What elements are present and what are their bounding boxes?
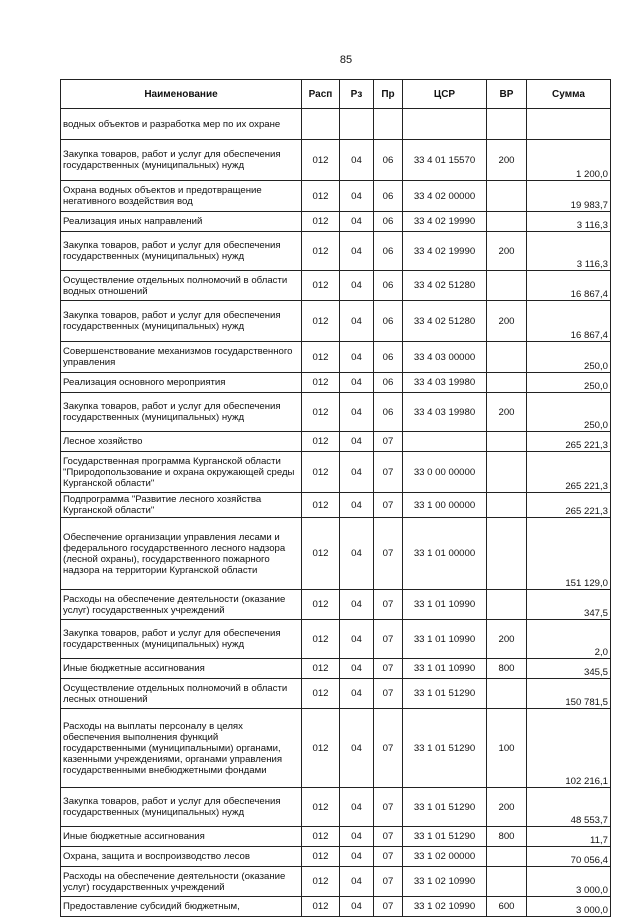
- cell-pr: 07: [374, 432, 403, 452]
- cell-rz: 04: [340, 452, 374, 493]
- table-row: [61, 342, 611, 373]
- cell-csr: [403, 432, 487, 452]
- cell-vr: [487, 181, 527, 212]
- cell-csr: 33 1 01 51290: [403, 788, 487, 827]
- table-row: [61, 620, 611, 659]
- cell-pr: 06: [374, 301, 403, 342]
- cell-csr: 33 1 00 00000: [403, 493, 487, 518]
- cell-name: Осуществление отдельных полномочий в области лесных отношений: [61, 679, 302, 709]
- cell-rz: 04: [340, 679, 374, 709]
- table-row: [61, 373, 611, 393]
- cell-rasp: 012: [302, 301, 340, 342]
- cell-csr: 33 0 00 00000: [403, 452, 487, 493]
- cell-rz: 04: [340, 788, 374, 827]
- cell-vr: [487, 493, 527, 518]
- cell-vr: 200: [487, 788, 527, 827]
- cell-sum: 250,0: [527, 342, 611, 373]
- cell-rasp: 012: [302, 590, 340, 620]
- cell-sum: 3 000,0: [527, 897, 611, 917]
- cell-name: Реализация основного мероприятия: [61, 373, 302, 393]
- cell-pr: 07: [374, 452, 403, 493]
- cell-rz: 04: [340, 590, 374, 620]
- cell-rasp: 012: [302, 897, 340, 917]
- cell-pr: 07: [374, 493, 403, 518]
- cell-pr: 07: [374, 867, 403, 897]
- cell-sum: 151 129,0: [527, 518, 611, 590]
- cell-csr: 33 1 02 00000: [403, 847, 487, 867]
- table-row: [61, 493, 611, 518]
- cell-rasp: 012: [302, 432, 340, 452]
- cell-rasp: 012: [302, 518, 340, 590]
- cell-pr: 07: [374, 827, 403, 847]
- cell-name: Закупка товаров, работ и услуг для обеспечения государственных (муниципальных) нужд: [61, 140, 302, 181]
- cell-rasp: 012: [302, 659, 340, 679]
- table-row: [61, 181, 611, 212]
- cell-pr: 07: [374, 679, 403, 709]
- cell-rz: 04: [340, 232, 374, 271]
- cell-vr: [487, 271, 527, 301]
- table-row: [61, 709, 611, 788]
- cell-rasp: 012: [302, 181, 340, 212]
- cell-vr: [487, 590, 527, 620]
- table-row: [61, 659, 611, 679]
- cell-rasp: 012: [302, 393, 340, 432]
- cell-vr: 800: [487, 659, 527, 679]
- cell-pr: 07: [374, 897, 403, 917]
- cell-name: Предоставление субсидий бюджетным,: [61, 897, 302, 917]
- cell-pr: 07: [374, 518, 403, 590]
- cell-rz: 04: [340, 212, 374, 232]
- cell-rasp: 012: [302, 679, 340, 709]
- cell-vr: 200: [487, 393, 527, 432]
- cell-vr: [487, 679, 527, 709]
- cell-rasp: 012: [302, 788, 340, 827]
- cell-pr: 07: [374, 847, 403, 867]
- cell-rz: 04: [340, 518, 374, 590]
- cell-csr: 33 4 02 51280: [403, 271, 487, 301]
- cell-name: Расходы на обеспечение деятельности (оказание услуг) государственных учреждений: [61, 590, 302, 620]
- cell-vr: 600: [487, 897, 527, 917]
- cell-rz: [340, 109, 374, 140]
- cell-name: Закупка товаров, работ и услуг для обеспечения государственных (муниципальных) нужд: [61, 788, 302, 827]
- cell-sum: 11,7: [527, 827, 611, 847]
- cell-csr: 33 4 03 00000: [403, 342, 487, 373]
- table-row: [61, 827, 611, 847]
- cell-rz: 04: [340, 867, 374, 897]
- cell-rasp: 012: [302, 232, 340, 271]
- cell-rasp: 012: [302, 493, 340, 518]
- table-row: [61, 679, 611, 709]
- cell-rasp: 012: [302, 452, 340, 493]
- cell-vr: [487, 373, 527, 393]
- cell-csr: 33 4 02 19990: [403, 212, 487, 232]
- cell-rz: 04: [340, 271, 374, 301]
- cell-csr: 33 4 02 19990: [403, 232, 487, 271]
- cell-pr: 07: [374, 788, 403, 827]
- cell-pr: 06: [374, 181, 403, 212]
- cell-rz: 04: [340, 827, 374, 847]
- table-row: [61, 788, 611, 827]
- cell-csr: 33 4 03 19980: [403, 393, 487, 432]
- cell-rz: 04: [340, 709, 374, 788]
- cell-rasp: 012: [302, 867, 340, 897]
- cell-name: Охрана, защита и воспроизводство лесов: [61, 847, 302, 867]
- cell-vr: [487, 212, 527, 232]
- cell-name: Закупка товаров, работ и услуг для обеспечения государственных (муниципальных) нужд: [61, 393, 302, 432]
- cell-csr: 33 1 02 10990: [403, 897, 487, 917]
- cell-name: водных объектов и разработка мер по их охране: [61, 109, 302, 140]
- cell-rz: 04: [340, 432, 374, 452]
- cell-rasp: 012: [302, 271, 340, 301]
- cell-vr: [487, 452, 527, 493]
- cell-sum: 3 000,0: [527, 867, 611, 897]
- cell-csr: 33 1 01 10990: [403, 659, 487, 679]
- cell-sum: 3 116,3: [527, 232, 611, 271]
- cell-csr: 33 1 01 10990: [403, 590, 487, 620]
- table-row: [61, 590, 611, 620]
- cell-vr: [487, 518, 527, 590]
- cell-pr: 06: [374, 140, 403, 181]
- table-row: [61, 452, 611, 493]
- cell-rz: 04: [340, 847, 374, 867]
- cell-rz: 04: [340, 373, 374, 393]
- cell-pr: 06: [374, 373, 403, 393]
- header-rz: Рз: [340, 80, 374, 109]
- cell-name: Расходы на выплаты персоналу в целях обеспечения выполнения функций государственными (муниципальными) органами, казенными учреждениями, органами управления государственными внебюджетными фондами: [61, 709, 302, 788]
- cell-vr: 200: [487, 140, 527, 181]
- cell-sum: 16 867,4: [527, 301, 611, 342]
- cell-rz: 04: [340, 659, 374, 679]
- header-row: [61, 80, 611, 109]
- cell-rasp: 012: [302, 373, 340, 393]
- cell-csr: 33 1 01 51290: [403, 827, 487, 847]
- table-row: [61, 212, 611, 232]
- cell-name: Закупка товаров, работ и услуг для обеспечения государственных (муниципальных) нужд: [61, 620, 302, 659]
- cell-name: Закупка товаров, работ и услуг для обеспечения государственных (муниципальных) нужд: [61, 232, 302, 271]
- cell-sum: 250,0: [527, 373, 611, 393]
- cell-pr: 07: [374, 620, 403, 659]
- cell-vr: [487, 432, 527, 452]
- cell-name: Осуществление отдельных полномочий в области водных отношений: [61, 271, 302, 301]
- cell-name: Совершенствование механизмов государственного управления: [61, 342, 302, 373]
- cell-name: Обеспечение организации управления лесами и федерального государственного лесного надзора (лесной охраны), государственного пожарного надзора на территории Курганской области: [61, 518, 302, 590]
- cell-vr: 100: [487, 709, 527, 788]
- header-csr: ЦСР: [403, 80, 487, 109]
- cell-pr: 06: [374, 212, 403, 232]
- cell-sum: 3 116,3: [527, 212, 611, 232]
- cell-pr: 07: [374, 709, 403, 788]
- cell-pr: 06: [374, 393, 403, 432]
- cell-csr: 33 4 03 19980: [403, 373, 487, 393]
- cell-rasp: 012: [302, 212, 340, 232]
- table-row: [61, 897, 611, 917]
- header-name: Наименование: [61, 80, 302, 109]
- cell-csr: 33 1 01 00000: [403, 518, 487, 590]
- cell-csr: 33 4 02 51280: [403, 301, 487, 342]
- cell-sum: 347,5: [527, 590, 611, 620]
- cell-sum: 250,0: [527, 393, 611, 432]
- cell-sum: 150 781,5: [527, 679, 611, 709]
- cell-rasp: 012: [302, 709, 340, 788]
- cell-rz: 04: [340, 897, 374, 917]
- cell-sum: 265 221,3: [527, 493, 611, 518]
- cell-csr: 33 4 01 15570: [403, 140, 487, 181]
- cell-vr: [487, 867, 527, 897]
- table-row: [61, 518, 611, 590]
- budget-table: [60, 79, 611, 917]
- cell-vr: [487, 342, 527, 373]
- cell-sum: 345,5: [527, 659, 611, 679]
- cell-vr: 800: [487, 827, 527, 847]
- cell-name: Иные бюджетные ассигнования: [61, 659, 302, 679]
- cell-sum: 265 221,3: [527, 452, 611, 493]
- cell-pr: 07: [374, 659, 403, 679]
- cell-pr: 06: [374, 342, 403, 373]
- cell-name: Охрана водных объектов и предотвращение негативного воздействия вод: [61, 181, 302, 212]
- cell-sum: 70 056,4: [527, 847, 611, 867]
- table-row: [61, 301, 611, 342]
- cell-pr: 07: [374, 590, 403, 620]
- cell-sum: 1 200,0: [527, 140, 611, 181]
- header-rasp: Расп: [302, 80, 340, 109]
- cell-pr: 06: [374, 271, 403, 301]
- cell-vr: 200: [487, 232, 527, 271]
- header-sum: Сумма: [527, 80, 611, 109]
- cell-csr: 33 1 01 51290: [403, 679, 487, 709]
- cell-name: Иные бюджетные ассигнования: [61, 827, 302, 847]
- cell-sum: 102 216,1: [527, 709, 611, 788]
- cell-csr: 33 4 02 00000: [403, 181, 487, 212]
- cell-sum: 19 983,7: [527, 181, 611, 212]
- table-row: [61, 847, 611, 867]
- cell-rz: 04: [340, 140, 374, 181]
- cell-name: Закупка товаров, работ и услуг для обеспечения государственных (муниципальных) нужд: [61, 301, 302, 342]
- cell-rz: 04: [340, 301, 374, 342]
- cell-sum: 2,0: [527, 620, 611, 659]
- cell-csr: 33 1 01 51290: [403, 709, 487, 788]
- cell-vr: 200: [487, 620, 527, 659]
- table-row: [61, 867, 611, 897]
- cell-vr: [487, 847, 527, 867]
- cell-rasp: 012: [302, 847, 340, 867]
- table-row: [61, 432, 611, 452]
- header-pr: Пр: [374, 80, 403, 109]
- cell-vr: [487, 109, 527, 140]
- cell-pr: 06: [374, 232, 403, 271]
- cell-sum: 48 553,7: [527, 788, 611, 827]
- cell-sum: [527, 109, 611, 140]
- cell-rz: 04: [340, 393, 374, 432]
- cell-rz: 04: [340, 342, 374, 373]
- cell-name: Расходы на обеспечение деятельности (оказание услуг) государственных учреждений: [61, 867, 302, 897]
- table-row: [61, 393, 611, 432]
- cell-rasp: [302, 109, 340, 140]
- cell-csr: 33 1 02 10990: [403, 867, 487, 897]
- cell-csr: [403, 109, 487, 140]
- cell-rasp: 012: [302, 827, 340, 847]
- table-row: [61, 140, 611, 181]
- cell-csr: 33 1 01 10990: [403, 620, 487, 659]
- cell-rasp: 012: [302, 342, 340, 373]
- cell-rz: 04: [340, 620, 374, 659]
- table-row: [61, 109, 611, 140]
- table-row: [61, 271, 611, 301]
- cell-vr: 200: [487, 301, 527, 342]
- cell-sum: 265 221,3: [527, 432, 611, 452]
- cell-pr: [374, 109, 403, 140]
- cell-rz: 04: [340, 493, 374, 518]
- cell-rasp: 012: [302, 620, 340, 659]
- header-vr: ВР: [487, 80, 527, 109]
- cell-name: Реализация иных направлений: [61, 212, 302, 232]
- cell-name: Лесное хозяйство: [61, 432, 302, 452]
- table-body: [61, 109, 611, 917]
- cell-name: Подпрограмма "Развитие лесного хозяйства Курганской области": [61, 493, 302, 518]
- page-number: 85: [339, 54, 353, 66]
- cell-sum: 16 867,4: [527, 271, 611, 301]
- cell-name: Государственная программа Курганской области "Природопользование и охрана окружающей среды Курганской области": [61, 452, 302, 493]
- cell-rasp: 012: [302, 140, 340, 181]
- table-row: [61, 232, 611, 271]
- cell-rz: 04: [340, 181, 374, 212]
